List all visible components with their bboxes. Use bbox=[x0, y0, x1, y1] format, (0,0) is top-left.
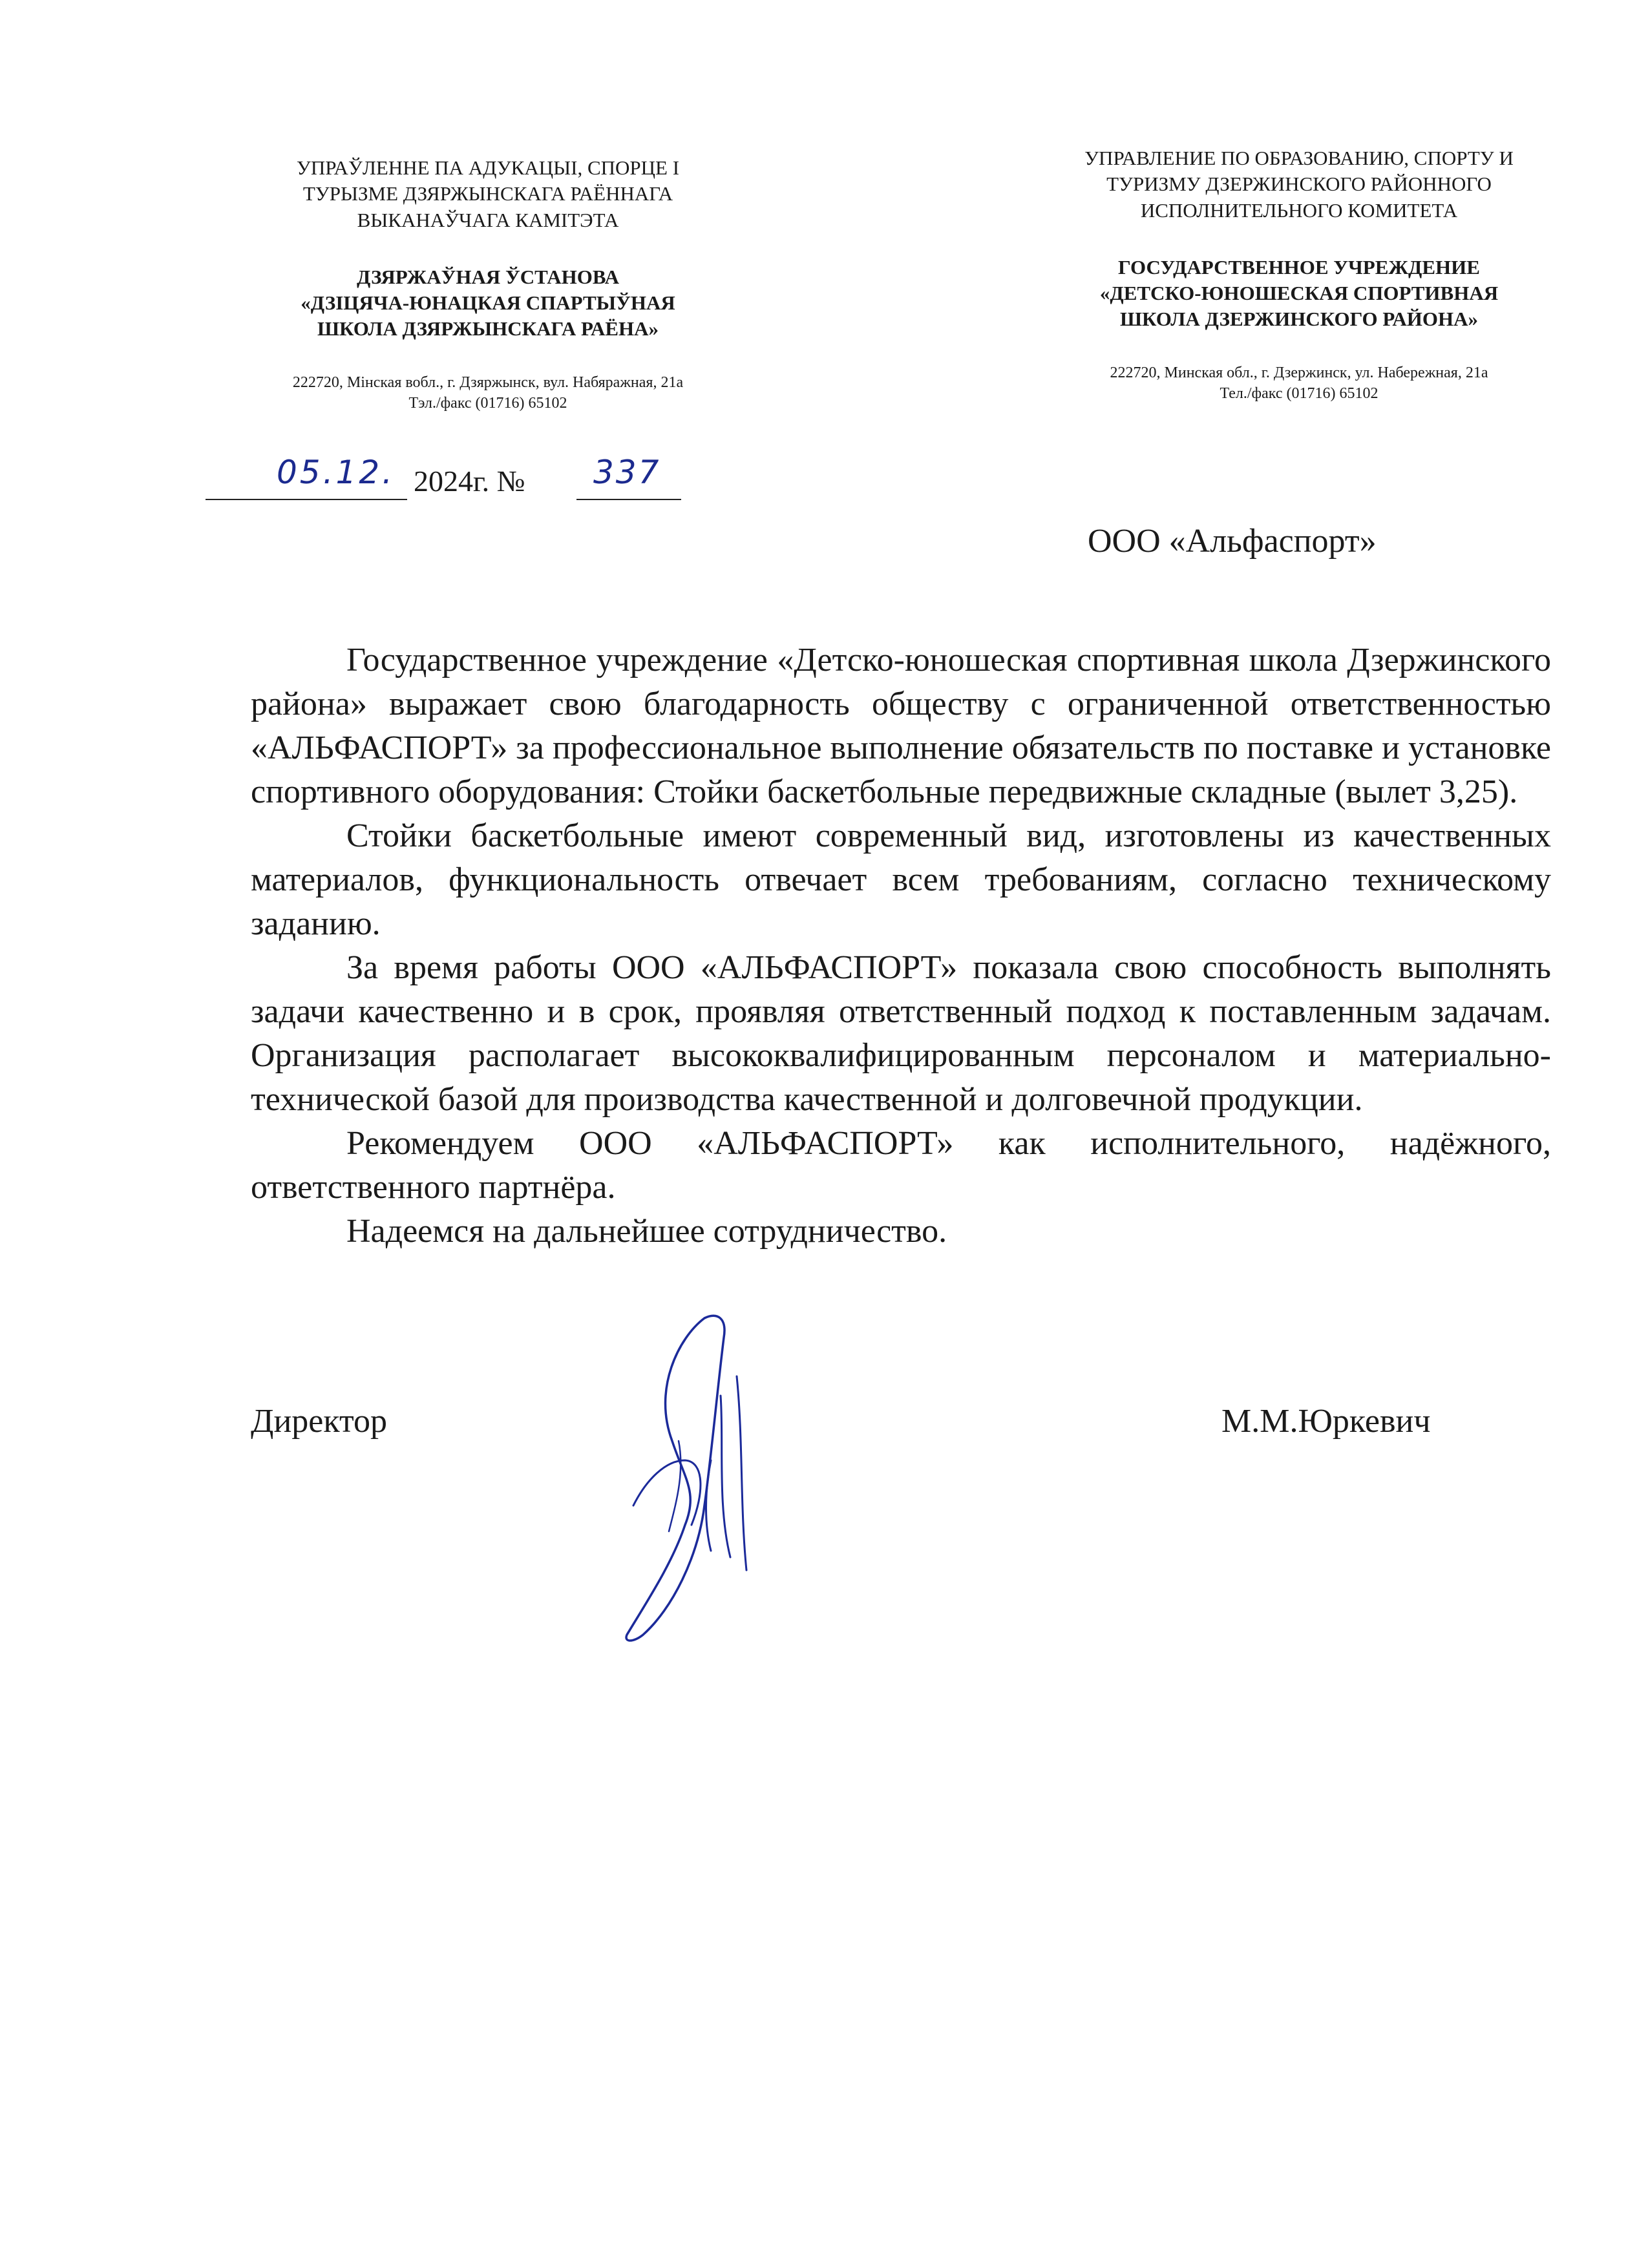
signatory-title: Директор bbox=[251, 1403, 387, 1440]
ministry-name-by: УПРАЎЛЕННЕ ПА АДУКАЦЫІ, СПОРЦЕ І ТУРЫЗМЕ ДЗЯРЖЫНСКАГА РАЁННАГА ВЫКАНАЎЧАГА КАМІТЭТА bbox=[296, 156, 680, 231]
handwritten-number: 337 bbox=[593, 454, 661, 491]
recipient: ООО «Альфаспорт» bbox=[1088, 523, 1377, 560]
handwritten-signature bbox=[607, 1312, 788, 1648]
letter-body bbox=[251, 638, 1551, 1254]
year-and-number-label: 2024г. № bbox=[414, 465, 525, 498]
body-paragraph: Государственное учреждение «Детско-юношеская спортивная школа Дзержинского района» выражает свою благодарность обществу с ограниченной ответственностью «АЛЬФАСПОРТ» за профессиональное выполнение обязательств по поставке и установке спортивного оборудования: Стойки баскетбольные передвижные складные (вылет 3,25). bbox=[251, 642, 1551, 810]
organization-name-ru: ГОСУДАРСТВЕННОЕ УЧРЕЖДЕНИЕ «ДЕТСКО-ЮНОШЕСКАЯ СПОРТИВНАЯ ШКОЛА ДЗЕРЖИНСКОГО РАЙОНА» bbox=[1099, 255, 1499, 331]
letterhead-russian bbox=[1015, 145, 1583, 404]
organization-name-by: ДЗЯРЖАЎНАЯ ЎСТАНОВА «ДЗІЦЯЧА-ЮНАЦКАЯ СПАРТЫЎНАЯ ШКОЛА ДЗЯРЖЫНСКАГА РАЁНА» bbox=[301, 265, 675, 341]
letterhead-belarusian bbox=[213, 155, 763, 414]
reference-line bbox=[206, 452, 697, 504]
signatory-name: М.М.Юркевич bbox=[1221, 1403, 1431, 1440]
body-paragraph: Стойки баскетбольные имеют современный вид, изготовлены из качественных материалов, функциональность отвечает всем требованиям, согласно техническому заданию. bbox=[251, 817, 1551, 942]
body-paragraph: За время работы ООО «АЛЬФАСПОРТ» показала свою способность выполнять задачи качественно и в срок, проявляя ответственный подход к поставленным задачам. Организация располагает высококвалифицированным персоналом и материально-технической базой для производства качественной и долговечной продукции. bbox=[251, 949, 1551, 1118]
signature-stroke bbox=[706, 1376, 747, 1570]
signature-stroke bbox=[669, 1441, 681, 1531]
ministry-name-ru: УПРАВЛЕНИЕ ПО ОБРАЗОВАНИЮ, СПОРТУ И ТУРИЗМУ ДЗЕРЖИНСКОГО РАЙОННОГО ИСПОЛНИТЕЛЬНОГО КОМИТЕТА bbox=[1084, 147, 1514, 222]
body-paragraph: Рекомендуем ООО «АЛЬФАСПОРТ» как исполнительного, надёжного, ответственного партнёра. bbox=[251, 1125, 1551, 1206]
body-paragraph: Надеемся на дальнейшее сотрудничество. bbox=[346, 1213, 947, 1250]
handwritten-date: 05.12. bbox=[277, 454, 396, 491]
address-ru: 222720, Минская обл., г. Дзержинск, ул. Набережная, 21а Тел./факс (01716) 65102 bbox=[1110, 364, 1488, 403]
signature-stroke bbox=[626, 1316, 724, 1641]
address-by: 222720, Мінская вобл., г. Дзяржынск, вул. Набяражная, 21а Тэл./факс (01716) 65102 bbox=[292, 373, 684, 412]
